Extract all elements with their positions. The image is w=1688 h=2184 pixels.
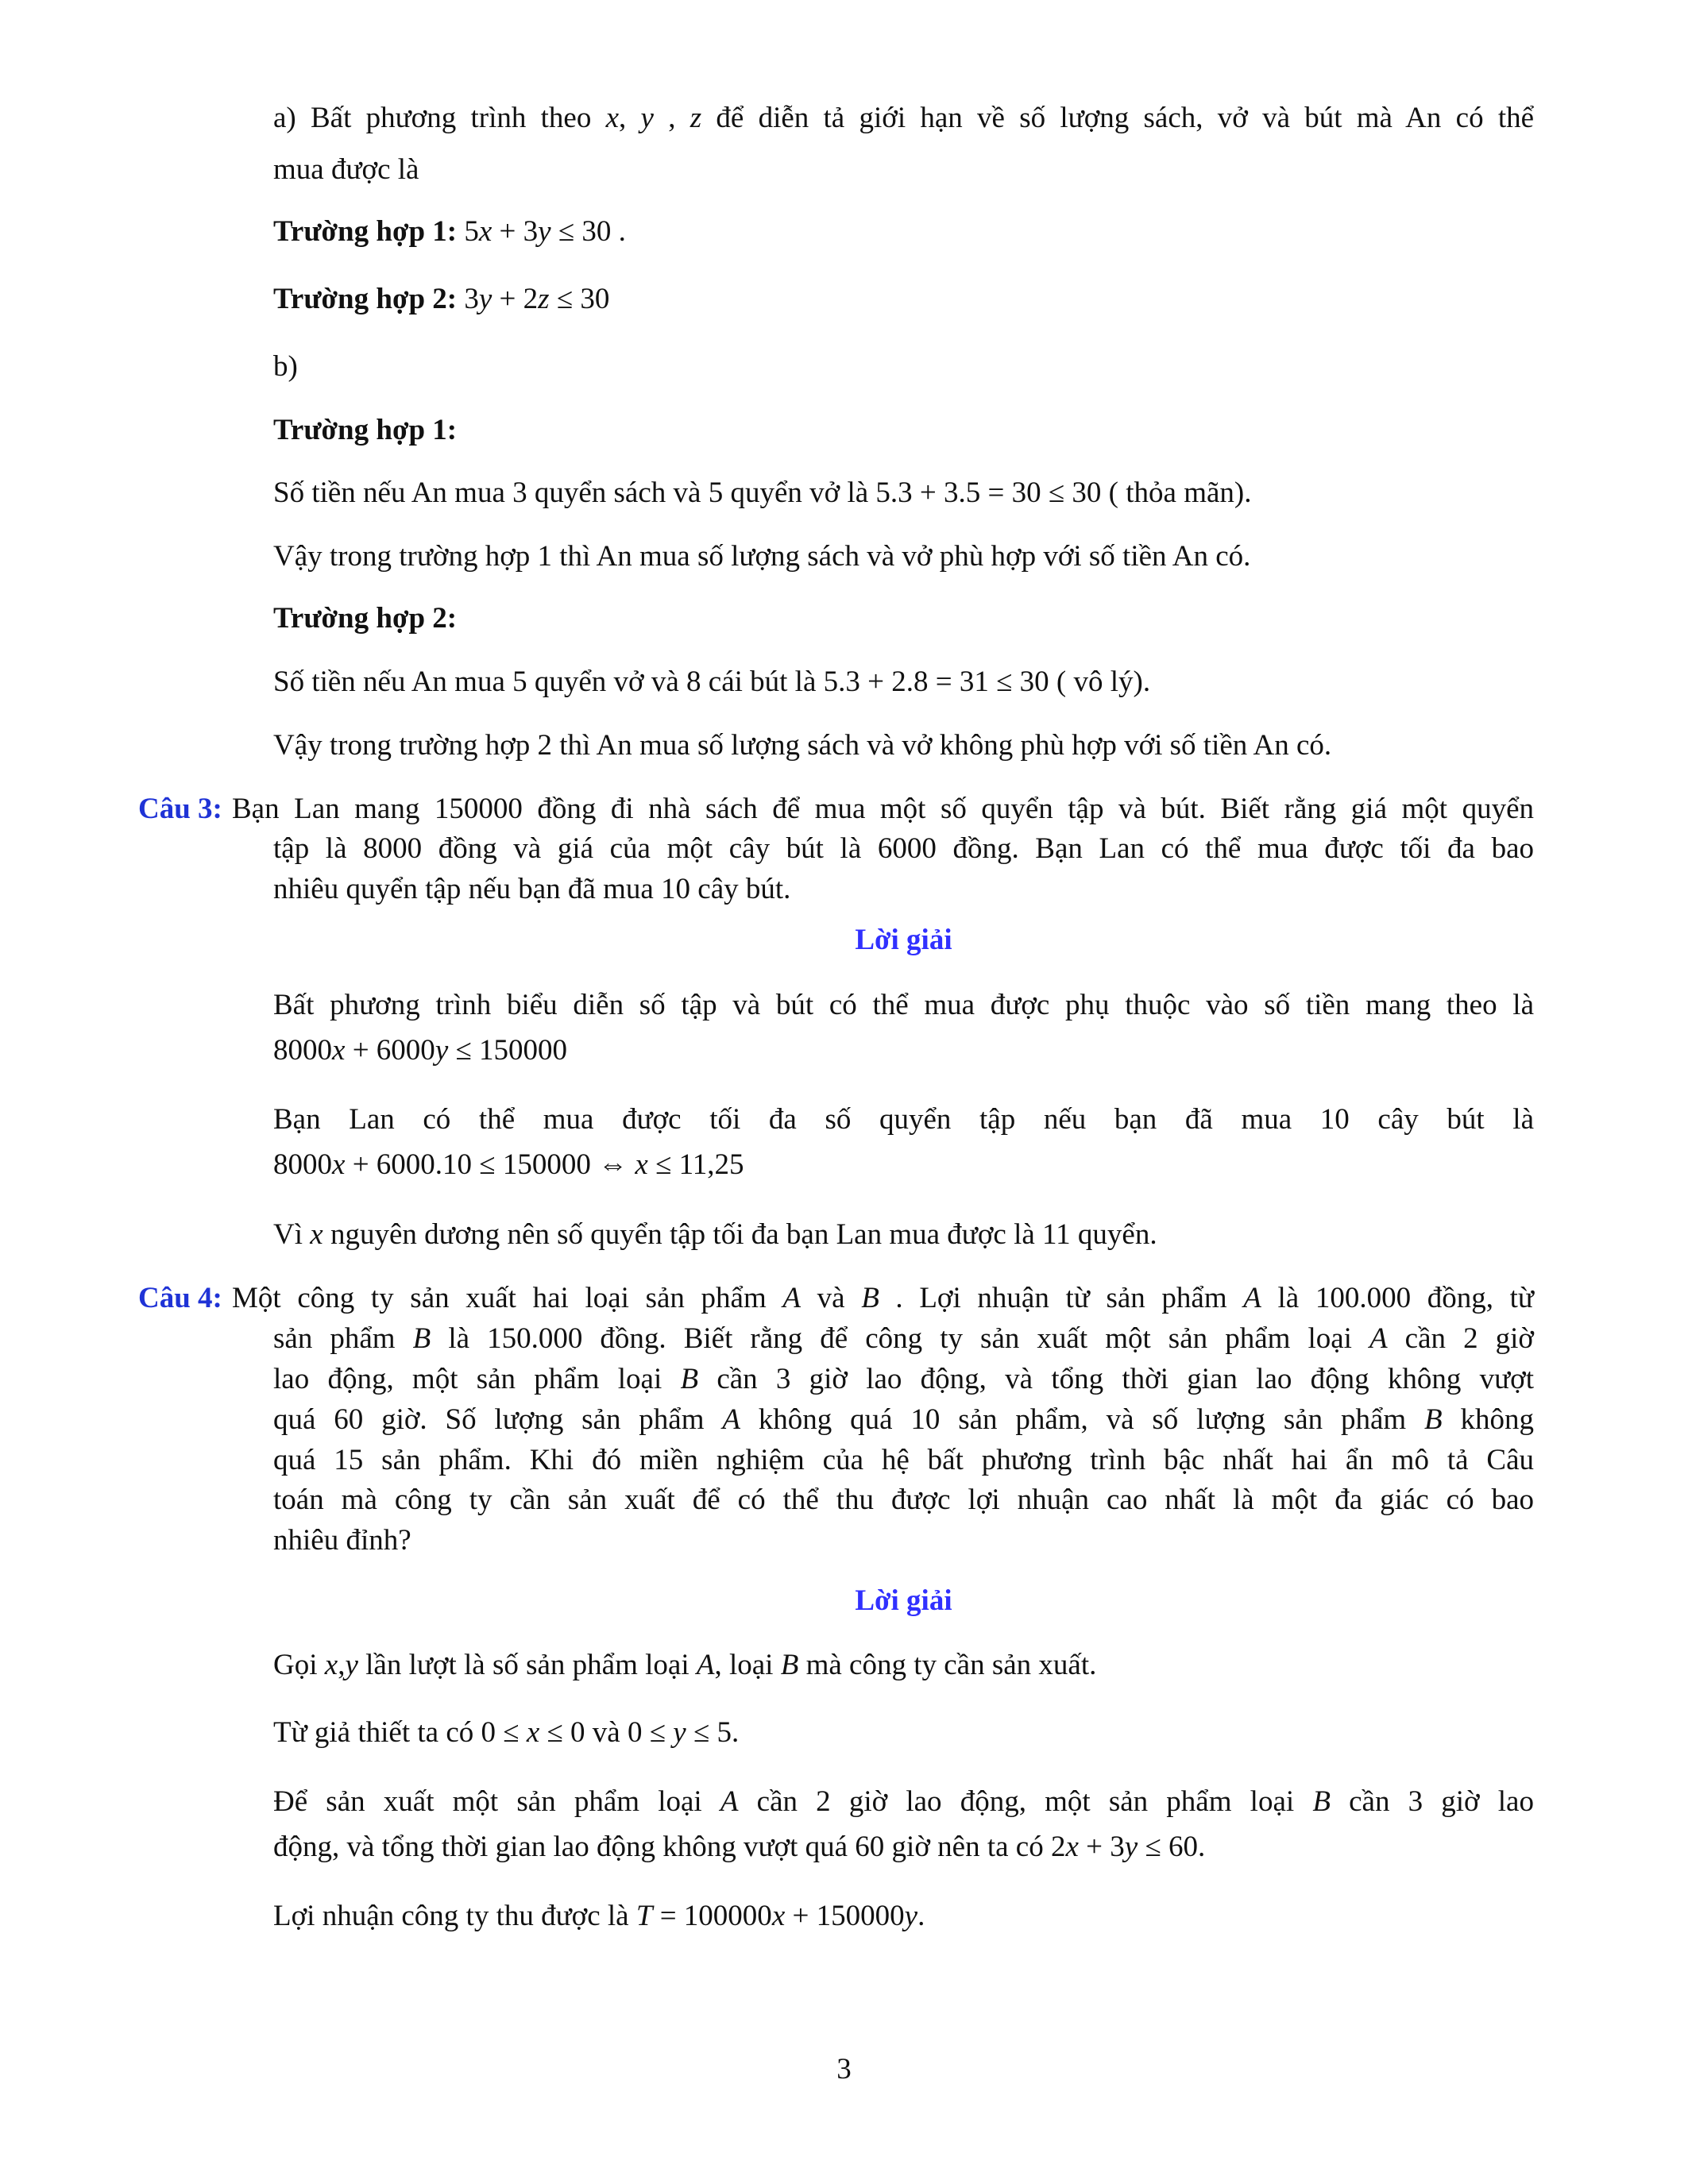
text-segment: b) <box>273 350 298 383</box>
math-variable: y <box>345 1649 358 1681</box>
math-variable: x <box>478 215 492 248</box>
text-segment: , <box>338 1649 346 1681</box>
text-segment: . Lợi nhuận từ sản phẩm <box>879 1282 1244 1314</box>
text-segment: động, và tổng thời gian lao động không vượt quá 60 giờ nên ta có 2 <box>273 1831 1066 1863</box>
text-line <box>273 1403 1534 1437</box>
bold-label: Trường hợp 1: <box>273 414 458 446</box>
text-line <box>273 349 298 384</box>
text-line <box>273 1443 1534 1478</box>
text-line <box>273 476 1251 511</box>
math-variable: B <box>680 1363 699 1395</box>
text-segment: Số tiền nếu An mua 5 quyển vở và 8 cái bút là 5.3 + 2.8 = 31 ≤ 30 ( vô lý). <box>273 666 1151 698</box>
text-segment: là 100.000 đồng, từ <box>1261 1282 1534 1314</box>
text-line <box>273 1102 1534 1137</box>
text-line <box>273 539 1250 574</box>
solution-heading <box>273 923 1534 958</box>
question-label-3: Câu 3: <box>138 793 222 825</box>
text-segment: Vậy trong trường hợp 1 thì An mua số lượng sách và vở phù hợp với số tiền An có. <box>273 540 1251 573</box>
text-segment: + 6000.10 ≤ 150000 ⇔ <box>345 1148 635 1181</box>
math-variable: x <box>605 102 620 134</box>
text-segment: 8000 <box>273 1034 332 1067</box>
text-line <box>273 152 419 187</box>
math-variable: y <box>673 1716 686 1749</box>
text-segment: + 6000 <box>345 1034 435 1067</box>
math-variable: x <box>310 1218 323 1251</box>
text-segment: toán mà công ty cần sản xuất để có thể thu được lợi nhuận cao nhất là một đa giác có bao <box>273 1484 1534 1516</box>
text-segment: ≤ 30 <box>549 283 610 315</box>
text-segment: cần 2 giờ <box>1387 1322 1534 1355</box>
bold-label: Trường hợp 2: <box>273 283 465 315</box>
text-segment: Gọi <box>273 1649 325 1681</box>
text-segment: lần lượt là số sản phẩm loại <box>357 1649 697 1681</box>
math-variable: T <box>635 1900 653 1932</box>
text-segment: là 150.000 đồng. Biết rằng để công ty sản xuất một sản phẩm loại <box>431 1322 1369 1355</box>
text-segment: và <box>800 1282 862 1314</box>
math-variable: A <box>720 1785 739 1818</box>
math-variable: x <box>1065 1831 1079 1863</box>
text-line <box>273 1148 744 1183</box>
text-segment: ≤ 30 . <box>550 215 626 248</box>
text-segment: quá 60 giờ. Số lượng sản phẩm <box>273 1403 723 1436</box>
text-segment: . <box>917 1900 925 1932</box>
text-segment: + 3 <box>492 215 539 248</box>
text-segment: sản phẩm <box>273 1322 413 1355</box>
math-variable: A <box>1243 1282 1261 1314</box>
text-segment: mua được là <box>273 153 419 186</box>
math-variable: A <box>696 1649 715 1681</box>
text-segment: mà công ty cần sản xuất. <box>798 1649 1097 1681</box>
text-segment: nguyên dương nên số quyển tập tối đa bạn Lan mua được là 11 quyển. <box>323 1218 1157 1251</box>
text-line <box>273 1217 1157 1252</box>
text-segment: a) Bất phương trình theo <box>273 102 606 134</box>
text-segment: để diễn tả giới hạn về số lượng sách, vở và bút mà An có thể <box>701 102 1535 134</box>
text-segment: ≤ 5. <box>686 1716 740 1749</box>
text-segment: Vì <box>273 1218 311 1251</box>
math-variable: y <box>538 215 551 248</box>
text-segment: , <box>619 102 641 134</box>
heading-text: Lời giải <box>855 924 952 956</box>
text-segment: + 2 <box>492 283 539 315</box>
text-segment: cần 3 giờ lao <box>1330 1785 1534 1818</box>
text-line <box>232 792 1534 827</box>
math-variable: y <box>435 1034 449 1067</box>
math-variable: y <box>904 1900 918 1932</box>
text-line <box>273 1483 1534 1518</box>
text-segment: lao động, một sản phẩm loại <box>273 1363 681 1395</box>
text-segment: 5 <box>464 215 479 248</box>
math-variable: A <box>782 1282 801 1314</box>
text-line <box>273 101 1534 136</box>
text-segment: ≤ 150000 <box>448 1034 568 1067</box>
math-variable: B <box>1424 1403 1443 1436</box>
text-segment: , loại <box>714 1649 781 1681</box>
text-segment: cần 2 giờ lao động, một sản phẩm loại <box>738 1785 1313 1818</box>
text-segment: , <box>653 102 690 134</box>
text-line <box>273 1322 1534 1356</box>
text-segment: Vậy trong trường hợp 2 thì An mua số lượng sách và vở không phù hợp với số tiền An có. <box>273 729 1332 762</box>
text-segment: 3 <box>464 283 479 315</box>
text-segment: Để sản xuất một sản phẩm loại <box>273 1785 720 1818</box>
text-segment: + 3 <box>1078 1831 1125 1863</box>
text-segment: Số tiền nếu An mua 3 quyển sách và 5 quyển vở là 5.3 + 3.5 = 30 ≤ 30 ( thỏa mãn). <box>273 477 1252 509</box>
text-segment: ≤ 0 và 0 ≤ <box>539 1716 674 1749</box>
math-variable: B <box>780 1649 799 1681</box>
math-variable: x <box>771 1900 786 1932</box>
text-line <box>273 988 1534 1023</box>
math-variable: y <box>640 102 654 134</box>
text-segment: Từ giả thiết ta có 0 ≤ <box>273 1716 527 1749</box>
text-line <box>273 665 1150 700</box>
text-segment: nhiêu quyển tập nếu bạn đã mua 10 cây bút. <box>273 873 791 905</box>
text-line <box>273 728 1331 763</box>
page-number: 3 <box>836 2053 852 2086</box>
math-variable: A <box>1369 1322 1388 1355</box>
text-line <box>273 832 1534 866</box>
heading-text: Lời giải <box>855 1584 952 1617</box>
text-line <box>232 1281 1534 1316</box>
text-segment: tập là 8000 đồng và giá của một cây bút là 6000 đồng. Bạn Lan có thể mua được tối đa bao <box>273 832 1534 865</box>
text-segment: + 150000 <box>785 1900 905 1932</box>
text-line <box>273 1715 739 1750</box>
text-segment: Bạn Lan mang 150000 đồng đi nhà sách để mua một số quyển tập và bút. Biết rằng giá một quyển <box>232 793 1534 825</box>
math-variable: B <box>412 1322 431 1355</box>
text-segment: không quá 10 sản phẩm, và số lượng sản phẩm <box>740 1403 1425 1436</box>
text-segment: Bất phương trình biểu diễn số tập và bút có thể mua được phụ thuộc vào số tiền mang theo là <box>273 989 1534 1021</box>
text-line <box>273 1899 925 1934</box>
text-segment: cần 3 giờ lao động, và tổng thời gian lao động không vượt <box>698 1363 1534 1395</box>
math-variable: x <box>332 1148 346 1181</box>
text-line <box>273 601 457 636</box>
text-line <box>273 1523 411 1558</box>
text-segment: = 100000 <box>652 1900 772 1932</box>
text-segment: Lợi nhuận công ty thu được là <box>273 1900 636 1932</box>
text-line <box>273 214 626 249</box>
math-variable: A <box>722 1403 740 1436</box>
solution-heading <box>273 1584 1534 1619</box>
bold-label: Trường hợp 1: <box>273 215 465 248</box>
text-line <box>273 872 790 907</box>
text-segment: Một công ty sản xuất hai loại sản phẩm <box>232 1282 783 1314</box>
question-label-4: Câu 4: <box>138 1282 222 1314</box>
text-segment: quá 15 sản phẩm. Khi đó miền nghiệm của hệ bất phương trình bậc nhất hai ẩn mô tả Câu <box>273 1444 1534 1476</box>
math-variable: x <box>526 1716 540 1749</box>
math-variable: B <box>1312 1785 1331 1818</box>
bold-label: Trường hợp 2: <box>273 602 458 635</box>
text-line <box>273 413 457 448</box>
math-variable: B <box>861 1282 879 1314</box>
text-segment: ≤ 60. <box>1138 1831 1206 1863</box>
math-variable: z <box>689 102 702 134</box>
text-segment: Bạn Lan có thể mua được tối đa số quyển tập nếu bạn đã mua 10 cây bút là <box>273 1103 1534 1136</box>
math-variable: x <box>332 1034 346 1067</box>
text-line <box>273 1648 1096 1683</box>
text-line <box>273 1362 1534 1397</box>
text-segment: ≤ 11,25 <box>647 1148 744 1181</box>
math-variable: y <box>478 283 492 315</box>
math-variable: y <box>1124 1831 1138 1863</box>
text-line <box>273 282 609 317</box>
text-segment: nhiêu đỉnh? <box>273 1524 411 1557</box>
text-line <box>273 1033 567 1068</box>
math-variable: x <box>324 1649 338 1681</box>
text-line <box>273 1785 1534 1819</box>
text-segment: không <box>1442 1403 1534 1436</box>
text-segment: 8000 <box>273 1148 332 1181</box>
math-variable: z <box>538 283 550 315</box>
math-variable: x <box>635 1148 648 1181</box>
text-line <box>273 1830 1205 1865</box>
